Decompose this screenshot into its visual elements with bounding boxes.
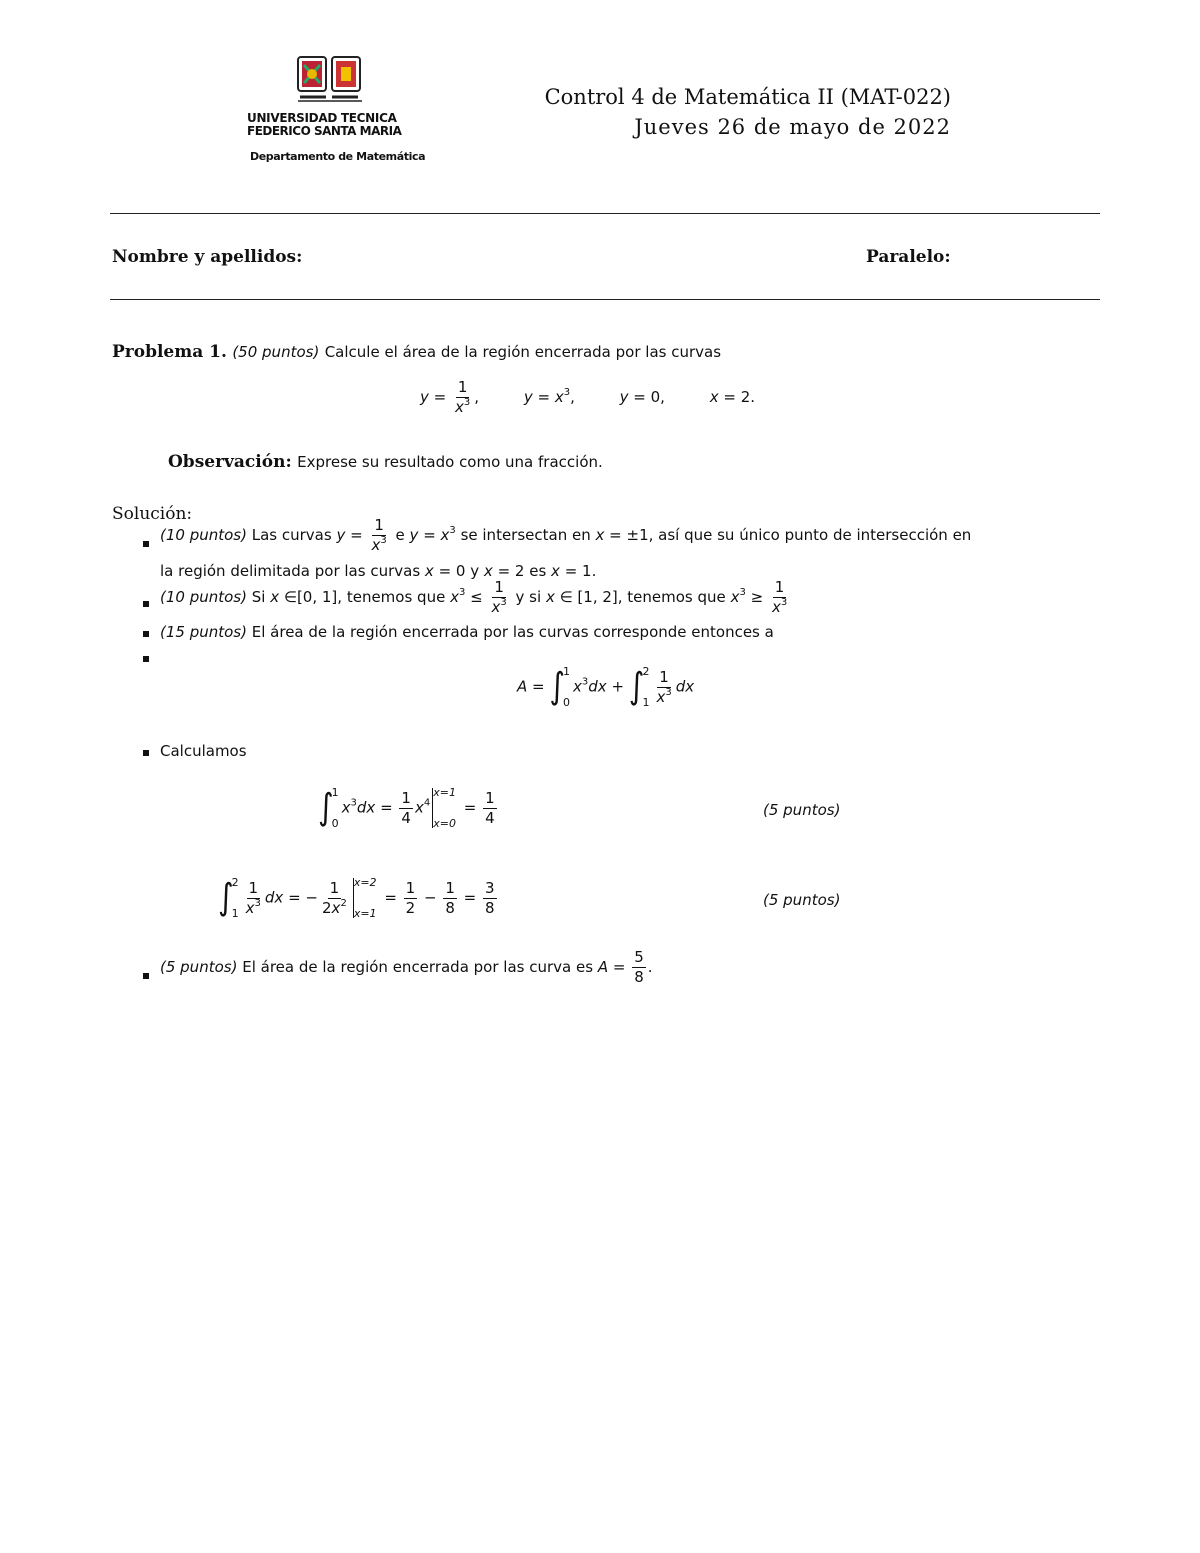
item1-line2-a: la región delimitada por las curvas [160,562,421,580]
observation-label: Observación: [168,452,292,472]
item1-points: (10 puntos) [160,526,247,544]
divider-bottom [110,299,1100,300]
item1-text-a: Las curvas [251,526,332,544]
item1-text-c: se intersectan en [460,526,591,544]
bullet-marker [143,973,149,979]
item1-text-d: , así que su único punto de intersección en [648,526,972,544]
bullet-marker [143,750,149,756]
logo-text-line1: UNIVERSIDAD TECNICA [247,111,397,125]
item2-text-b: , tenemos que [337,588,446,606]
bullet-marker [143,656,149,662]
name-field-label: Nombre y apellidos: [112,247,303,267]
solution-item-5 [160,742,247,760]
item5-text: Calculamos [160,742,247,760]
solution-item-6: (5 puntos) El área de la región encerrada por las curva es A = $\frac{5}{8}$ . [160,948,653,986]
integral-1-equation: ∫ 1 0 $x^3dx$ = $\frac{1}{4}$ $x^4$ x=1 x=0 = $\frac{1}{4}$ [318,786,495,830]
observation-text: Exprese su resultado como una fracción. [297,453,603,471]
exam-date: Jueves 26 de mayo de 2022 [634,115,951,139]
divider-top [110,213,1100,214]
university-logo [296,55,366,105]
bullet-marker [143,541,149,547]
solution-item-1: (10 puntos) Las curvas y = $\frac{1}{x^3}$ e $y = x^3$ se intersectan en x = ±1, así que su único punto de intersección en [160,516,972,554]
section-field-label: Paralelo: [866,247,951,267]
item3-points: (15 puntos) [160,623,247,641]
item6-text: El área de la región encerrada por las curva es [242,958,594,976]
integral-1-points: (5 puntos) [763,801,841,819]
bullet-marker [143,601,149,607]
department-name: Departamento de Matemática [250,150,426,163]
bullet-marker [143,631,149,637]
item1-text-b: e [395,526,405,544]
solution-label: Solución: [112,504,193,524]
item2-text-c: y si [515,588,542,606]
solution-item-3 [160,623,774,641]
observation [168,452,603,472]
integral-2-points: (5 puntos) [763,891,841,909]
problem-statement [112,342,721,362]
logo-text-line2: FEDERICO SANTA MARIA [247,124,402,138]
area-integral-equation: A = ∫ 1 0 $x^3dx$ + ∫ 2 1 $\frac{1}{x^3}$ dx [517,665,695,709]
solution-item-1-line2: la región delimitada por las curvas x = 0 y x = 2 es x = 1. [160,562,597,580]
item2-text-a: Si [251,588,266,606]
integral-2-equation: ∫ 2 1 $\frac{1}{x^3}$ dx = − $\frac{1}{2x^2}$ x=2 x=1 = $\frac{1}{2}$ − $\frac{1}{8}$ = $\frac{3}{8}$ [218,876,495,920]
problem-points: (50 puntos) [232,343,320,361]
item2-text-d: , tenemos que [617,588,726,606]
exam-title: Control 4 de Matemática II (MAT-022) [544,85,951,109]
item6-points: (5 puntos) [160,958,238,976]
item1-line2-c: es [529,562,547,580]
crest-icon [296,55,366,105]
solution-item-2: (10 puntos) Si x ∈[0, 1], tenemos que $x^3$ ≤ $\frac{1}{x^3}$ y si x ∈ [1, 2], tenemos que $x^3$ ≥ $\frac{1}{x^3}$ [160,578,788,616]
item2-points: (10 puntos) [160,588,247,606]
problem-label: Problema 1. [112,342,227,362]
item3-text: El área de la región encerrada por las curvas corresponde entonces a [251,623,774,641]
curves-equation: y = $\frac{1}{x^3}$ , $y = x^3$, y = 0, x = 2. [420,378,756,416]
item1-line2-b: y [470,562,480,580]
problem-text: Calcule el área de la región encerrada por las curvas [324,343,722,361]
